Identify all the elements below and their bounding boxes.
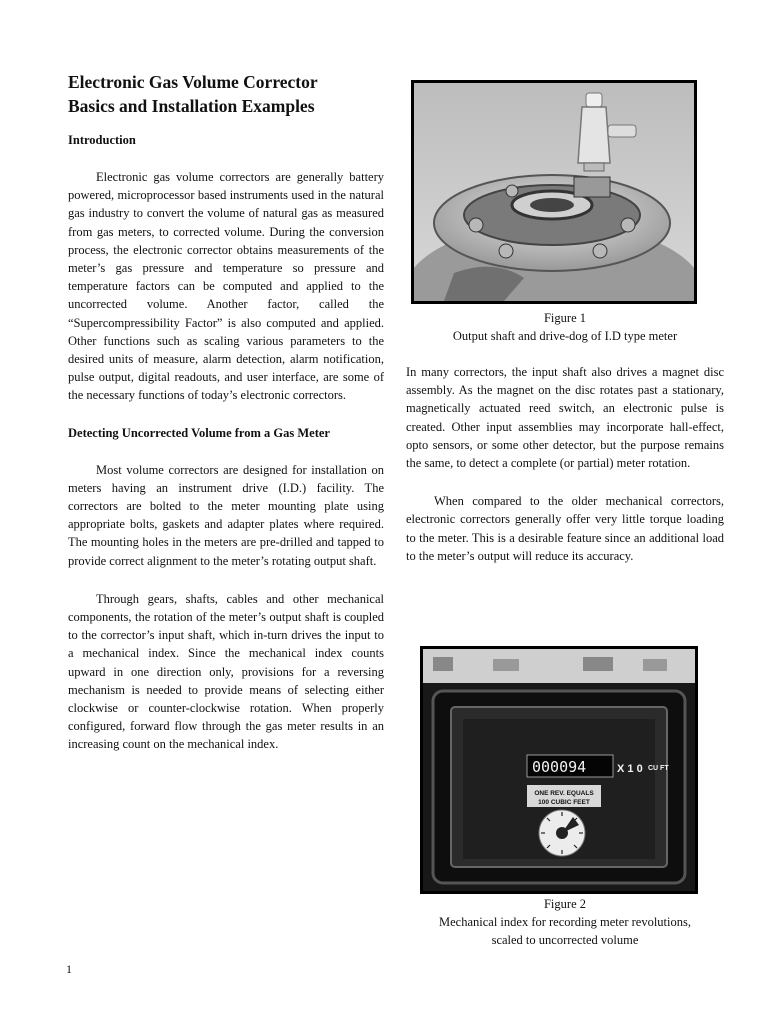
left-column — [68, 70, 384, 754]
figure-1-label: Figure 1 — [543, 311, 586, 325]
title-line-2: Basics and Installation Examples — [68, 96, 315, 116]
index-multiplier: X 1 0 — [617, 763, 643, 775]
index-counter-digits: 000094 — [532, 758, 587, 776]
index-unit: CU FT — [648, 765, 669, 772]
mechanical-index-illustration — [423, 649, 695, 891]
figure-2-description-line-2: scaled to uncorrected volume — [491, 933, 639, 947]
figure-2-description-line-1: Mechanical index for recording meter revolutions, — [439, 915, 691, 929]
index-plate-line-2: 100 CUBIC FEET — [538, 799, 590, 806]
detecting-paragraph-2: Through gears, shafts, cables and other mechanical components, the rotation of the meter’s output shaft is coupled to the corrector’s input shaft, which in-turn drives the input to a mechanical index. Since the mechanical index counts upward in one direction only, provisions for a reversing mechanism is needed to provide means of selecting either clockwise or counter-clockwise rotation. When properly configured, forward flow through the gas meter results in an increasing count on the mechanical index. — [68, 591, 384, 752]
index-plate-line-1: ONE REV. EQUALS — [534, 790, 594, 797]
meter-output-shaft-illustration — [414, 83, 694, 301]
title-line-1: Electronic Gas Volume Corrector — [68, 72, 318, 92]
figure-1-photo — [411, 80, 697, 304]
figure-1-description: Output shaft and drive-dog of I.D type meter — [452, 329, 678, 343]
page-number: 1 — [66, 962, 72, 976]
introduction-heading: Introduction — [68, 133, 136, 147]
introduction-paragraph: Electronic gas volume correctors are generally battery powered, microprocessor based instruments used in the natural gas industry to convert the volume of natural gas as measured from gas meters, to corrected volume. During the conversion process, the electronic corrector obtains measurements of the meter’s gas pressure and temperature so pressure and temperature factors can be computed and applied to the uncorrected volume. Another factor, called the “Supercompressibility Factor” is also computed and applied. Other functions such as scaling various parameters to the desired units of measure, alarm detection, alarm notification, pulse output, digital readouts, and user interface, are some of the necessary functions of today’s electronic correctors. — [68, 170, 384, 403]
magnet-disc-paragraph: In many correctors, the input shaft also drives a magnet disc assembly. As the magnet on the disc rotates past a stationary, magnetically actuated reed switch, an electronic pulse is created. Other input assemblies may incorporate hall-effect, opto sensors, or some other detector, but the purpose remains the same, to detect a complete (or partial) meter rotation. — [406, 365, 724, 471]
torque-loading-paragraph: When compared to the older mechanical correctors, electronic correctors generally offer very little torque loading to the meter. This is a desirable feature since an additional load to the meter’s output will reduce its accuracy. — [406, 494, 724, 563]
detecting-volume-heading: Detecting Uncorrected Volume from a Gas Meter — [68, 425, 330, 440]
figure-2-caption — [406, 895, 724, 949]
figure-2-photo — [420, 646, 698, 894]
figure-2-label: Figure 2 — [543, 897, 586, 911]
right-column — [406, 363, 724, 565]
document-title — [68, 70, 384, 118]
detecting-paragraph-1: Most volume correctors are designed for installation on meters having an instrument drive (I.D.) facility. The correctors are bolted to the meter mounting plate using appropriate bolts, gaskets and adapter plates where required. The mounting holes in the meters are pre-drilled and tapped to provide correct alignment to the meter’s rotating output shaft. — [68, 462, 384, 568]
figure-1-caption — [406, 309, 724, 345]
